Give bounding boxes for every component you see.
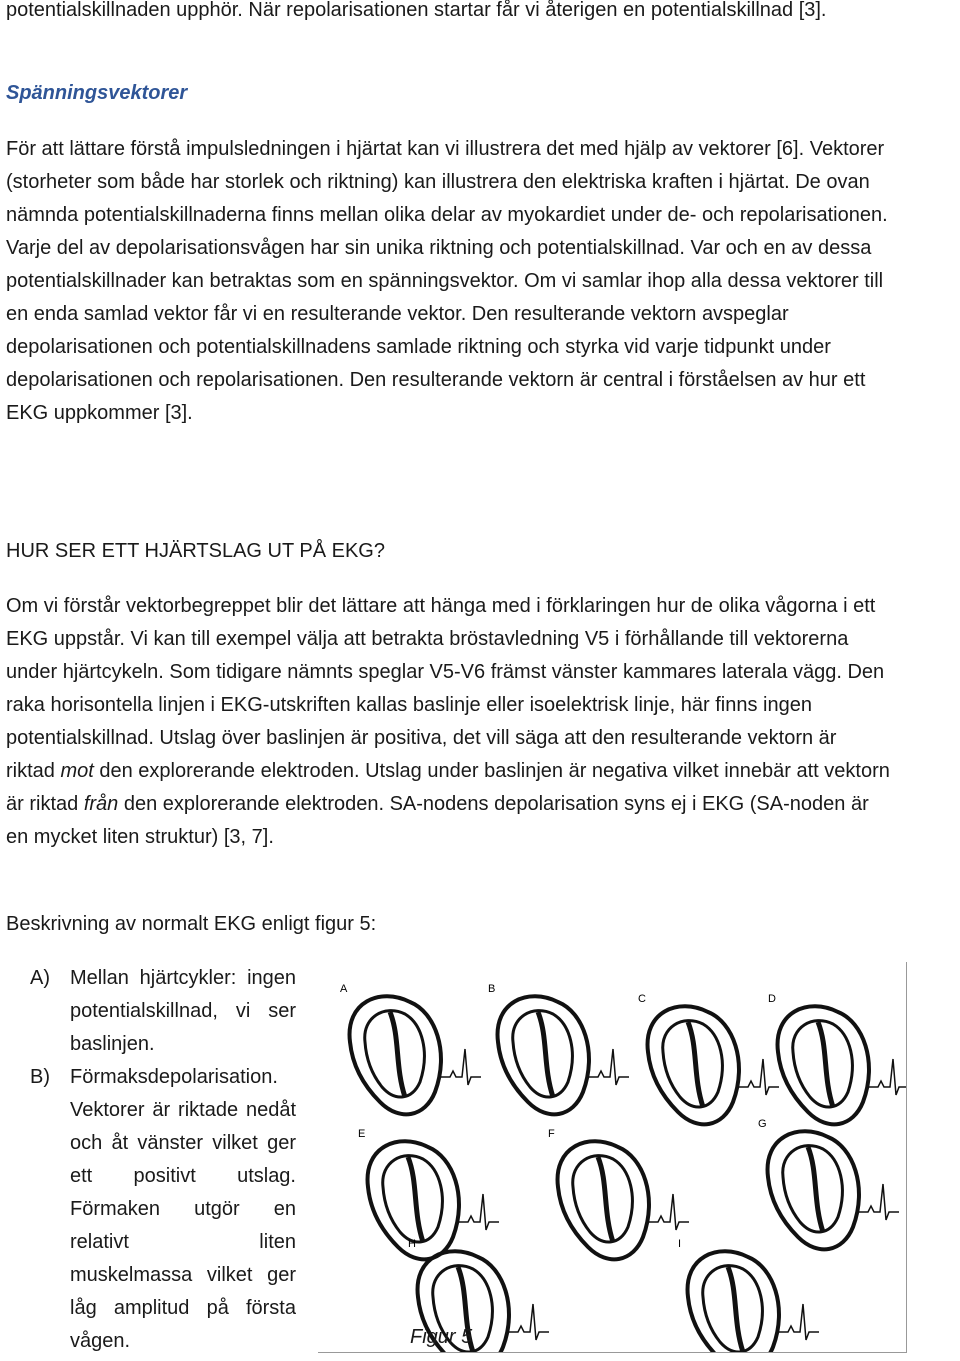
vector-paragraph: För att lättare förstå impulsledningen i hjärtat kan vi illustrera det med hjälp av vektorer [6]. Vektorer (storheter som både har storlek och riktning) kan illustrera den elektriska kraften i hjärtat. De ovan nämnda potentialskillnaderna finns mellan olika delar av myokardiet under de- och repolarisationen. Varje del av depolarisationsvågen har sin unika riktning och potentialskillnad. Var och en av dessa potentialskillnader kan betraktas som en spänningsvektor. Om vi samlar ihop alla dessa vektorer till en enda samlad vektor får vi en resulterande vektor. Den resulterande vektorn avspeglar depolarisationen och potentialskillnadens samlade riktning och styrka vid varje tidpunkt under depolarisationen och repolarisationen. Den resulterande vektorn är central i förståelsen av hur ett EKG uppkommer [3].: [6, 138, 888, 424]
heart-septum: [598, 1157, 613, 1242]
panel-label: D: [768, 993, 776, 1005]
description-intro: Beskrivning av normalt EKG enligt figur 5:: [6, 913, 377, 935]
heart-panel-c: [638, 993, 739, 1124]
list-letter: A): [30, 967, 50, 989]
figure-caption: Figur 5: [410, 1326, 473, 1348]
list-text: Förmaksdepolarisation. Vektorer är riktade nedåt och åt vänster vilket ger ett positivt utslag. Förmaken utgör en relativt liten muskelmassa vilket ger låg amplitud på första vågen.: [70, 1066, 296, 1352]
section-heading-ekg: HUR SER ETT HJÄRTSLAG UT PÅ EKG?: [6, 540, 385, 562]
ecg-trace: [778, 1304, 819, 1340]
heart-septum: [728, 1267, 743, 1352]
ecg-trace: [440, 1049, 481, 1085]
ecg-trace: [858, 1184, 899, 1220]
emphasis-word: mot: [60, 760, 94, 782]
panel-label: I: [678, 1238, 682, 1250]
paragraph-run: den explorerande elektroden. Utslag under baslinjen är negativa vilket innebär att vektorn är riktad: [6, 760, 890, 815]
panel-label: B: [488, 983, 496, 995]
emphasis-word: från: [83, 793, 119, 815]
heart-septum: [408, 1157, 423, 1242]
ecg-trace: [588, 1049, 629, 1085]
intro-paragraph: potentialskillnaden upphör. När repolarisationen startar får vi återigen en potentialskillnad [3].: [6, 0, 827, 21]
ecg-trace: [458, 1194, 499, 1230]
ecg-trace: [508, 1304, 549, 1340]
panel-label: A: [340, 983, 348, 995]
heart-panel-b: [488, 983, 589, 1114]
ekg-paragraph: [6, 590, 890, 854]
heart-panel-f: [548, 1128, 649, 1259]
heart-septum: [390, 1012, 405, 1097]
list-text: Mellan hjärtcykler: ingen potentialskillnad, vi ser baslinjen.: [70, 967, 296, 1055]
heart-septum: [538, 1012, 553, 1097]
heart-septum: [818, 1022, 833, 1107]
ecg-trace: [868, 1059, 906, 1095]
list-letter: B): [30, 1066, 50, 1088]
heart-panel-g: [758, 1118, 859, 1249]
ecg-trace: [648, 1194, 689, 1230]
paragraph-run: den explorerande elektroden. SA-nodens depolarisation syns ej i EKG (SA-noden är en mycket liten struktur) [3, 7].: [6, 793, 869, 848]
panel-label: E: [358, 1128, 366, 1140]
heart-septum: [688, 1022, 703, 1107]
panel-label: F: [548, 1128, 555, 1140]
ecg-trace: [738, 1059, 779, 1095]
panel-label: C: [638, 993, 646, 1005]
heart-septum: [808, 1147, 823, 1232]
list-item: [30, 962, 300, 1061]
figure-5-heart-diagrams: [318, 962, 907, 1353]
heart-panel-d: [768, 993, 869, 1124]
heart-ecg-illustration: [318, 962, 906, 1352]
panel-label: G: [758, 1118, 767, 1130]
heart-panel-a: [340, 983, 441, 1114]
list-item: [30, 1061, 300, 1358]
heart-panel-i: [678, 1238, 779, 1352]
paragraph-run: Om vi förstår vektorbegreppet blir det lättare att hänga med i förklaringen hur de olika vågorna i ett EKG uppstår. Vi kan till exempel välja att betrakta bröstavledning V5 i förhållande till vektorerna under hjärtcykeln. Som tidigare nämnts speglar V5-V6 främst vänster kammares laterala vägg. Den raka horisontella linjen i EKG-utskriften kallas baslinje eller isoelektrisk linje, här finns ingen potentialskillnad. Utslag över baslinjen är positiva, det vill säga att den resulterande vektorn är riktad: [6, 595, 885, 782]
section-heading-spanningsvektorer: Spänningsvektorer: [6, 82, 188, 104]
description-list: [30, 962, 300, 1358]
panel-label: H: [408, 1238, 416, 1250]
